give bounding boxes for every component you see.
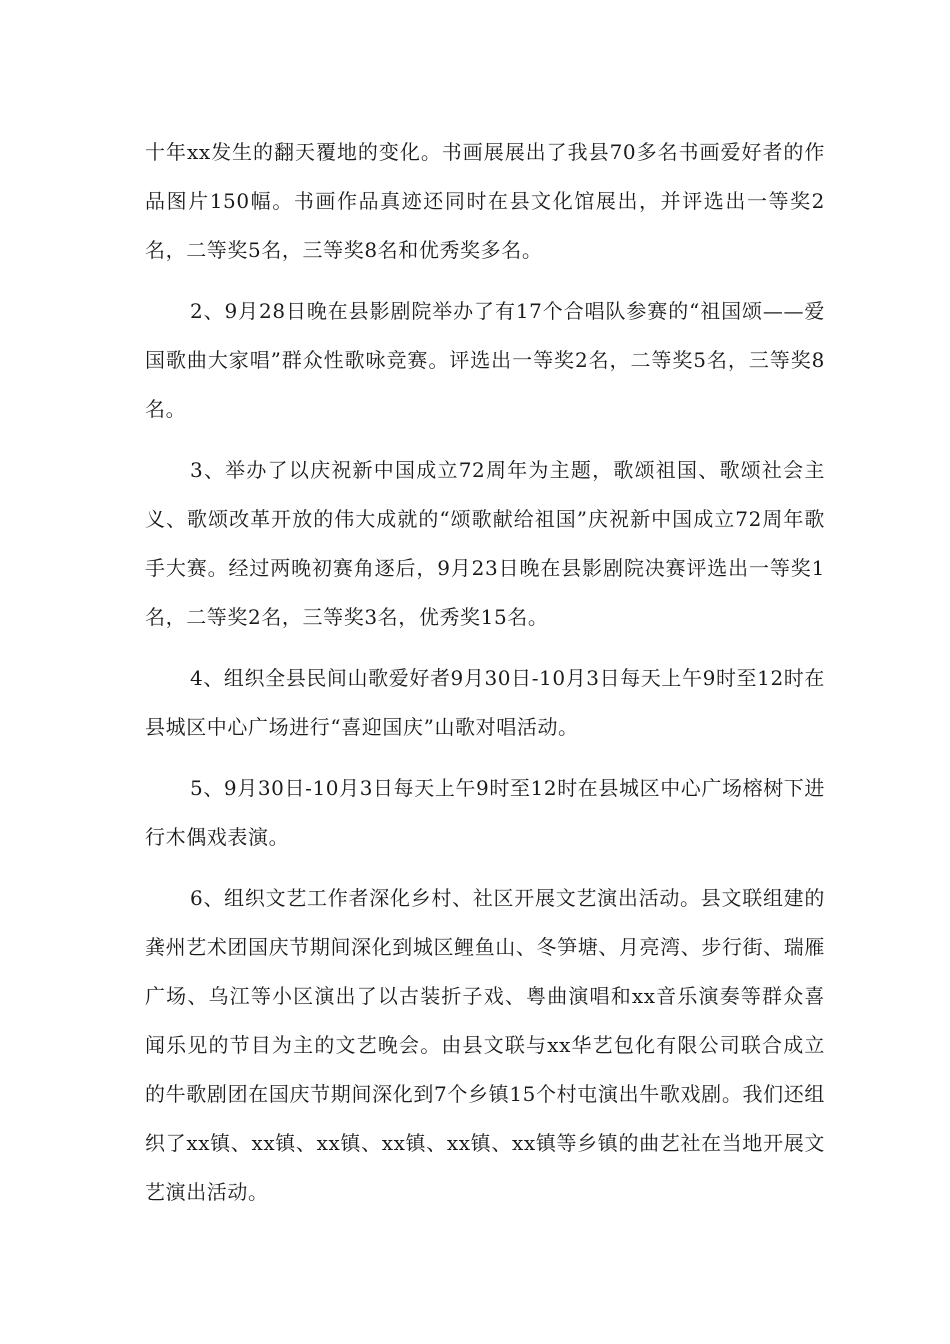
document-body <box>145 128 825 1229</box>
paragraph-item-5: 5、9月30日-10月3日每天上午9时至12时在县城区中心广场榕树下进行木偶戏表演。 <box>145 776 826 849</box>
paragraph-item-4: 4、组织全县民间山歌爱好者9月30日-10月3日每天上午9时至12时在县城区中心广场进行“喜迎国庆”山歌对唱活动。 <box>145 666 826 739</box>
paragraph-item-6: 6、组织文艺工作者深化乡村、社区开展文艺演出活动。县文联组建的龚州艺术团国庆节期间深化到城区鲤鱼山、冬笋塘、月亮湾、步行街、瑞雁广场、乌江等小区演出了以古装折子戏、粤曲演唱和xx音乐演奏等群众喜闻乐见的节目为主的文艺晚会。由县文联与xx华艺包化有限公司联合成立的牛歌剧团在国庆节期间深化到7个乡镇15个村屯演出牛歌戏剧。我们还组织了xx镇、xx镇、xx镇、xx镇、xx镇、xx镇等乡镇的曲艺社在当地开展文艺演出活动。 <box>145 886 825 1204</box>
paragraph-continuation: 十年xx发生的翻天覆地的变化。书画展展出了我县70多名书画爱好者的作品图片150幅。书画作品真迹还同时在县文化馆展出，并评选出一等奖2名，二等奖5名，三等奖8名和优秀奖多名。 <box>145 140 825 262</box>
paragraph-item-3: 3、举办了以庆祝新中国成立72周年为主题，歌颂祖国、歌颂社会主义、歌颂改革开放的伟大成就的“颂歌献给祖国”庆祝新中国成立72周年歌手大赛。经过两晚初赛角逐后，9月23日晚在县影剧院决赛评选出一等奖1名，二等奖2名，三等奖3名，优秀奖15名。 <box>145 458 825 629</box>
paragraph-item-2: 2、9月28日晚在县影剧院举办了有17个合唱队参赛的“祖国颂——爱国歌曲大家唱”群众性歌咏竞赛。评选出一等奖2名，二等奖5名，三等奖8名。 <box>145 299 825 421</box>
